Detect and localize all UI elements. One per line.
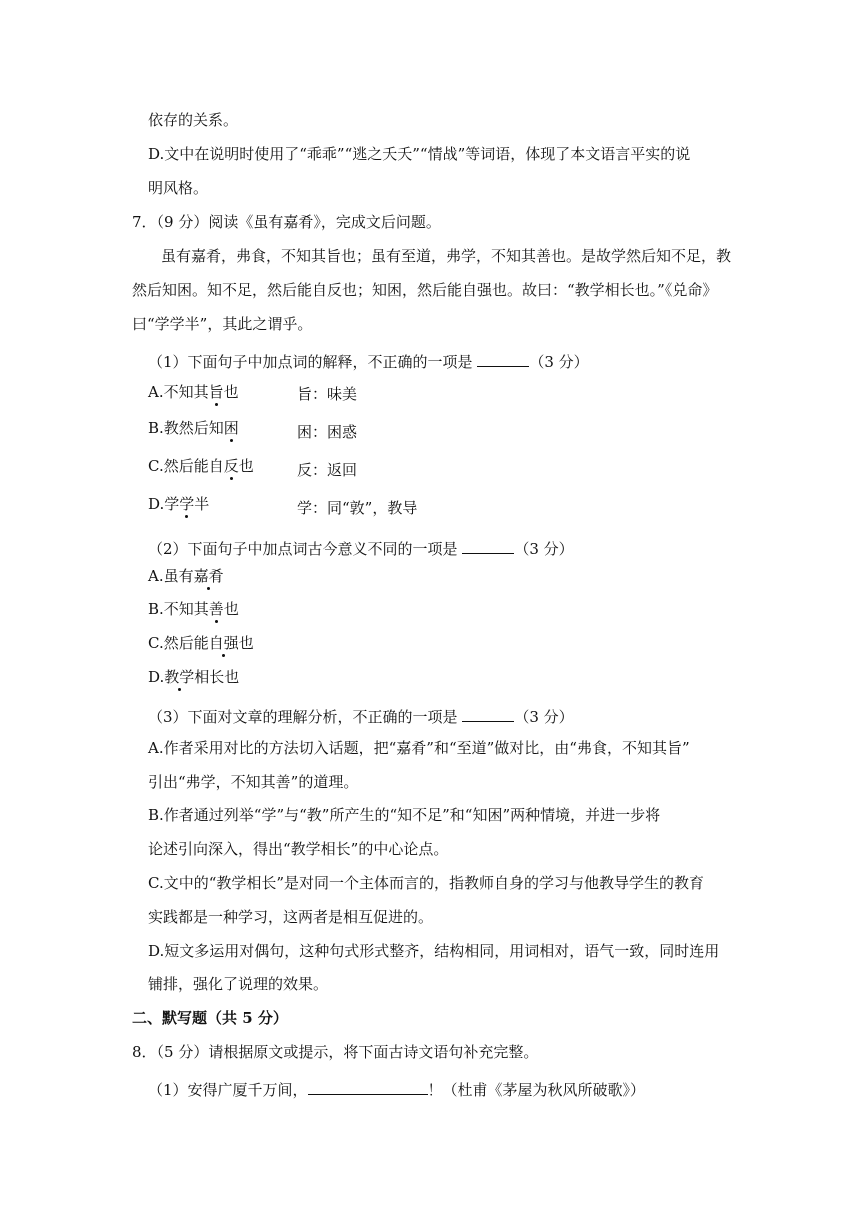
q7-sub1-gloss-c [297,463,357,478]
q7-sub3-option-a-line1 [148,741,690,756]
option-text: 也 [238,634,254,652]
q7-sub3-option-b-line1 [148,808,660,823]
option-text: D.短文多运用对偶句，这种句式形式整齐，结构相同，用词相对，语气一致，同时连用 [148,942,720,960]
q7-sub3-option-c-line1 [148,876,704,891]
q6-option-d-text1: D.文中在说明时使用了“乖乖”“逃之夭夭”“情战”等词语，体现了本文语言平实的说 [148,145,691,163]
dotted-word: 旨 [208,383,224,401]
q7-passage-line2 [132,283,717,298]
option-text: 引出“弗学，不知其善”的道理。 [148,773,359,791]
option-text: A.作者采用对比的方法切入话题，把“嘉肴”和“至道”做对比，由“弗食，不知其旨” [148,739,690,757]
option-text: B.不知其 [148,600,209,618]
q7-sub1-gloss-b [297,425,357,440]
answer-blank[interactable] [462,706,514,722]
option-text: C.文中的“教学相长”是对同一个主体而言的，指教师自身的学习与他教导学生的教育 [148,874,705,892]
q7-sub3-option-d-line2 [148,977,328,992]
q7-passage-line3 [132,317,312,332]
dotted-word: 学 [179,495,195,513]
q7-passage-line1 [161,249,731,264]
q7-passage-text3: 曰“学学半”，其此之谓乎。 [132,315,313,333]
option-text: 铺排，强化了说理的效果。 [148,975,329,993]
option-text: A.不知其 [148,383,209,401]
section-heading [132,1011,288,1026]
option-text: 也 [223,383,239,401]
q7-passage-text1: 虽有嘉肴，弗食，不知其旨也；虽有至道，弗学，不知其善也。是故学然后知不足，教 [161,247,732,265]
option-text: C.然后能 [148,634,209,652]
gloss-text: 学：同“敦”，教导 [297,499,418,517]
dotted-word: 教学 [164,668,195,686]
option-text: 论述引向深入，得出“教学相长”的中心论点。 [148,840,449,858]
q7-sub2-option-a [148,569,224,584]
q7-sub2-stem [148,538,574,557]
q8-sub1-text: （1）安得广厦千万间， [148,1081,308,1099]
q8-sub1-source: ！（杜甫《茅屋为秋风所破歌》） [427,1081,646,1099]
q7-sub3-score: （3 分） [514,708,574,726]
option-text: 也 [223,600,239,618]
q7-sub2-score: （3 分） [514,540,574,558]
dotted-word: 困 [223,419,239,437]
q7-sub1-stem [148,351,589,370]
q6-prev-line [148,113,238,128]
gloss-text: 旨：味美 [297,385,358,403]
q6-option-d-text2: 明风格。 [148,179,209,197]
q7-title-text: 7．（9 分）阅读《虽有嘉肴》，完成文后问题。 [132,213,441,231]
gloss-text: 困：困惑 [297,423,358,441]
q7-sub2-option-d [148,670,239,685]
answer-blank[interactable] [308,1079,428,1095]
option-text: B.教然后知 [148,419,224,437]
option-text: 实践都是一种学习，这两者是相互促进的。 [148,908,434,926]
option-text: C.然后能自 [148,457,224,475]
answer-blank[interactable] [477,351,529,367]
q6-prev-text: 依存的关系。 [148,111,239,129]
q7-sub1-score: （3 分） [529,353,589,371]
q7-sub2-stem-text: （2）下面句子中加点词古今意义不同的一项是 [148,540,463,558]
q7-sub1-option-d [148,497,209,512]
q7-sub3-option-b-line2 [148,842,448,857]
q7-sub1-gloss-a [297,387,357,402]
q7-sub3-stem [148,706,574,725]
q7-sub1-option-c [148,459,254,474]
option-text: 半 [194,495,210,513]
section-heading-text: 二、默写题（共 5 分） [132,1009,288,1027]
q7-passage-text2: 然后知困。知不足，然后能自反也；知困，然后能自强也。故曰：“教学相长也。”《兑命》 [132,281,718,299]
q7-sub3-option-c-line2 [148,910,433,925]
q7-sub1-stem-text: （1）下面句子中加点词的解释，不正确的一项是 [148,353,478,371]
q6-option-d-line2 [148,181,208,196]
gloss-text: 反：返回 [297,461,358,479]
q7-sub1-gloss-d [297,501,417,516]
q7-sub3-option-a-line2 [148,775,358,790]
dotted-word: 自强 [208,634,239,652]
option-text: D. [148,668,165,686]
option-text: D.学 [148,495,180,513]
option-text: B.作者通过列举“学”与“教”所产生的“知不足”和“知困”两种情境，并进一步将 [148,806,661,824]
q8-sub1 [148,1079,645,1098]
option-text: 相长也 [194,668,240,686]
q7-title [132,215,441,230]
q6-option-d-line1 [148,147,690,162]
q8-title-text: 8．（5 分）请根据原文或提示，将下面古诗文语句补充完整。 [132,1043,539,1061]
q7-sub1-option-b [148,421,239,436]
option-text: 也 [238,457,254,475]
q7-sub1-option-a [148,385,239,400]
dotted-word: 嘉肴 [193,567,224,585]
q8-title [132,1045,538,1060]
dotted-word: 反 [223,457,239,475]
q7-sub3-stem-text: （3）下面对文章的理解分析，不正确的一项是 [148,708,463,726]
q7-sub2-option-b [148,602,239,617]
dotted-word: 善 [208,600,224,618]
q7-sub2-option-c [148,636,254,651]
answer-blank[interactable] [462,538,514,554]
q7-sub3-option-d-line1 [148,944,719,959]
option-text: A.虽有 [148,567,194,585]
